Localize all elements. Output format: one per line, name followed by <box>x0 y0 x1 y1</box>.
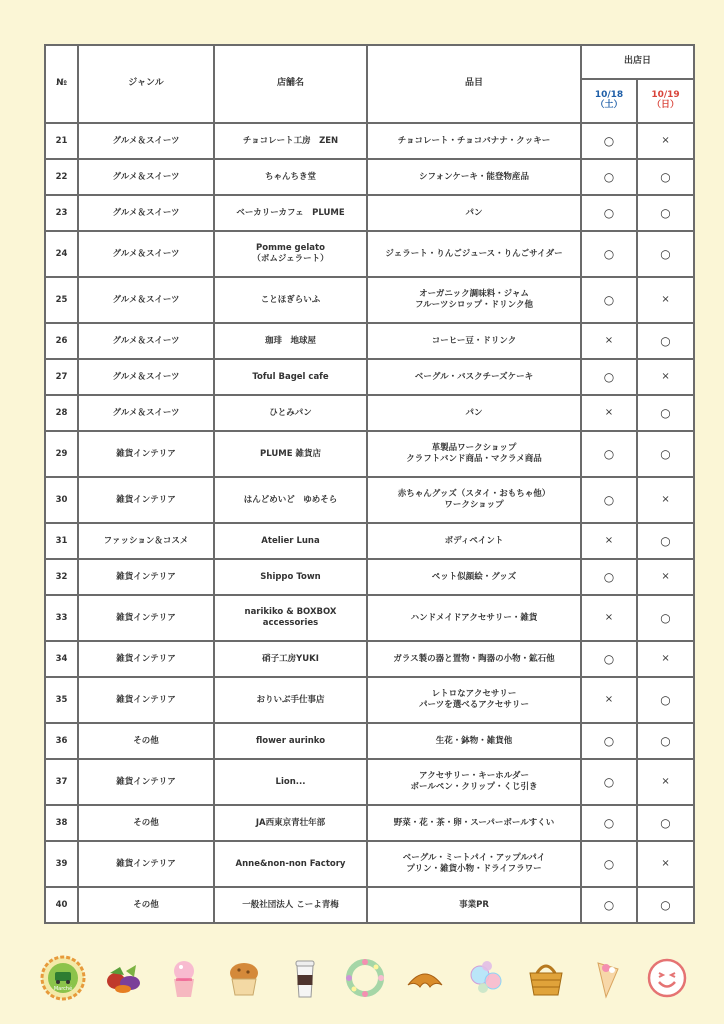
cell-day2: ○ <box>637 677 694 723</box>
cell-day2: × <box>637 359 694 395</box>
header-day1-date: 10/18 <box>594 90 624 101</box>
cell-no: 30 <box>45 477 78 523</box>
cell-shop: Atelier Luna <box>214 523 367 559</box>
cell-items: ガラス製の器と置物・陶器の小物・鉱石他 <box>367 641 581 677</box>
cell-day2: ○ <box>637 723 694 759</box>
cell-genre: 雑貨インテリア <box>78 477 214 523</box>
cell-genre: 雑貨インテリア <box>78 841 214 887</box>
cell-day1: ○ <box>581 359 637 395</box>
cell-day1: ○ <box>581 887 637 923</box>
header-attendance: 出店日 <box>581 45 694 79</box>
cell-items: コーヒー豆・ドリンク <box>367 323 581 359</box>
crepe-icon <box>584 955 630 1001</box>
ice-cream-icon <box>161 955 207 1001</box>
cell-items: 野菜・花・茶・卵・スーパーボールすくい <box>367 805 581 841</box>
cell-genre: グルメ＆スイーツ <box>78 231 214 277</box>
table-row <box>45 887 694 923</box>
cell-day2: ○ <box>637 323 694 359</box>
cell-day1: ○ <box>581 559 637 595</box>
cell-shop: ちゃんちき堂 <box>214 159 367 195</box>
cell-day2: × <box>637 559 694 595</box>
cell-no: 38 <box>45 805 78 841</box>
cell-items: 革製品ワークショップ クラフトバンド商品・マクラメ商品 <box>367 431 581 477</box>
cell-shop: 硝子工房YUKI <box>214 641 367 677</box>
table-row <box>45 641 694 677</box>
footer-icon-strip <box>40 948 690 1008</box>
cell-day1: ○ <box>581 123 637 159</box>
header-day2-date: 10/19 <box>651 90 680 101</box>
cell-shop: 一般社団法人 こーよ青梅 <box>214 887 367 923</box>
table-row <box>45 359 694 395</box>
table-row <box>45 431 694 477</box>
cell-no: 39 <box>45 841 78 887</box>
table-row <box>45 805 694 841</box>
cell-items: チョコレート・チョコバナナ・クッキー <box>367 123 581 159</box>
cell-genre: 雑貨インテリア <box>78 559 214 595</box>
cell-no: 21 <box>45 123 78 159</box>
cell-no: 32 <box>45 559 78 595</box>
cell-no: 35 <box>45 677 78 723</box>
cell-day2: × <box>637 123 694 159</box>
cell-items: ベーグル・ミートパイ・アップルパイ プリン・雑貨小物・ドライフラワー <box>367 841 581 887</box>
vendor-table-sheet <box>44 44 693 924</box>
cell-genre: 雑貨インテリア <box>78 431 214 477</box>
cell-shop: Lion... <box>214 759 367 805</box>
cell-items: ボディペイント <box>367 523 581 559</box>
cell-shop: はんどめいど ゆめそら <box>214 477 367 523</box>
cell-day2: × <box>637 759 694 805</box>
cell-no: 37 <box>45 759 78 805</box>
cell-shop: Pomme gelato （ポムジェラート） <box>214 231 367 277</box>
header-day1 <box>581 79 637 123</box>
cell-day1: ○ <box>581 641 637 677</box>
table-row <box>45 759 694 805</box>
table-row <box>45 159 694 195</box>
table-row <box>45 841 694 887</box>
cell-shop: Anne&non-non Factory <box>214 841 367 887</box>
cell-day1: ○ <box>581 841 637 887</box>
table-row <box>45 195 694 231</box>
cell-genre: グルメ＆スイーツ <box>78 277 214 323</box>
table-row <box>45 277 694 323</box>
cell-items: シフォンケーキ・能登物産品 <box>367 159 581 195</box>
cell-items: オーガニック調味料・ジャム フルーツシロップ・ドリンク他 <box>367 277 581 323</box>
cell-genre: グルメ＆スイーツ <box>78 323 214 359</box>
cell-no: 27 <box>45 359 78 395</box>
table-row <box>45 323 694 359</box>
cell-day2: ○ <box>637 805 694 841</box>
soap-bubbles-icon <box>463 955 509 1001</box>
cell-items: 生花・鉢物・雑貨他 <box>367 723 581 759</box>
cell-genre: 雑貨インテリア <box>78 677 214 723</box>
cell-day2: × <box>637 841 694 887</box>
cell-shop: チョコレート工房 ZEN <box>214 123 367 159</box>
cell-day2: ○ <box>637 195 694 231</box>
flower-wreath-icon <box>342 955 388 1001</box>
cell-genre: 雑貨インテリア <box>78 641 214 677</box>
table-row <box>45 395 694 431</box>
cell-items: 事業PR <box>367 887 581 923</box>
cell-day1: ○ <box>581 477 637 523</box>
cell-day2: ○ <box>637 431 694 477</box>
cell-no: 40 <box>45 887 78 923</box>
header-shop: 店舗名 <box>214 45 367 123</box>
cell-day2: × <box>637 477 694 523</box>
cell-items: 赤ちゃんグッズ（スタイ・おもちゃ他） ワークショップ <box>367 477 581 523</box>
cell-genre: 雑貨インテリア <box>78 595 214 641</box>
vendor-table <box>44 44 695 924</box>
marche-logo-label: Marché <box>53 986 73 992</box>
cell-items: パン <box>367 195 581 231</box>
cell-day1: × <box>581 595 637 641</box>
cell-items: ベーグル・バスクチーズケーキ <box>367 359 581 395</box>
table-row <box>45 595 694 641</box>
cell-shop: narikiko & BOXBOX accessories <box>214 595 367 641</box>
cell-no: 23 <box>45 195 78 231</box>
cell-day1: ○ <box>581 159 637 195</box>
cell-day2: × <box>637 641 694 677</box>
cell-genre: その他 <box>78 723 214 759</box>
cell-genre: グルメ＆スイーツ <box>78 159 214 195</box>
cell-day1: × <box>581 323 637 359</box>
cell-day1: ○ <box>581 723 637 759</box>
cell-day1: ○ <box>581 431 637 477</box>
cell-genre: その他 <box>78 805 214 841</box>
croissant-icon <box>402 955 448 1001</box>
cell-shop: Shippo Town <box>214 559 367 595</box>
table-row <box>45 559 694 595</box>
vegetables-icon <box>100 955 146 1001</box>
cell-day2: ○ <box>637 231 694 277</box>
cell-shop: Toful Bagel cafe <box>214 359 367 395</box>
cell-day2: × <box>637 277 694 323</box>
basket-icon <box>523 955 569 1001</box>
cell-items: ハンドメイドアクセサリー・雑貨 <box>367 595 581 641</box>
cell-genre: グルメ＆スイーツ <box>78 195 214 231</box>
cell-day1: × <box>581 395 637 431</box>
cell-day2: ○ <box>637 395 694 431</box>
cell-shop: JA西東京青壮年部 <box>214 805 367 841</box>
header-day2 <box>637 79 694 123</box>
cell-genre: ファッション＆コスメ <box>78 523 214 559</box>
table-row <box>45 123 694 159</box>
cell-items: ペット似顔絵・グッズ <box>367 559 581 595</box>
cell-no: 25 <box>45 277 78 323</box>
cell-items: レトロなアクセサリー パーツを選べるアクセサリー <box>367 677 581 723</box>
cell-genre: その他 <box>78 887 214 923</box>
cell-shop: PLUME 雑貨店 <box>214 431 367 477</box>
table-row <box>45 231 694 277</box>
cell-no: 36 <box>45 723 78 759</box>
table-row <box>45 477 694 523</box>
cell-no: 33 <box>45 595 78 641</box>
header-day2-weekday: （日） <box>652 100 680 110</box>
header-genre: ジャンル <box>78 45 214 123</box>
cell-no: 28 <box>45 395 78 431</box>
cell-items: アクセサリー・キーホルダー ボールペン・クリップ・くじ引き <box>367 759 581 805</box>
cell-shop: ベーカリーカフェ PLUME <box>214 195 367 231</box>
cell-day1: ○ <box>581 277 637 323</box>
cell-day1: ○ <box>581 759 637 805</box>
cell-no: 24 <box>45 231 78 277</box>
header-day1-weekday: （土） <box>595 100 623 110</box>
cell-day2: ○ <box>637 887 694 923</box>
cell-day1: × <box>581 677 637 723</box>
cell-shop: 珈琲 地球屋 <box>214 323 367 359</box>
cell-no: 22 <box>45 159 78 195</box>
cell-no: 29 <box>45 431 78 477</box>
cell-shop: おりいぶ手仕事店 <box>214 677 367 723</box>
cell-shop: flower aurinko <box>214 723 367 759</box>
table-row <box>45 523 694 559</box>
cell-genre: 雑貨インテリア <box>78 759 214 805</box>
cell-day2: ○ <box>637 595 694 641</box>
table-row <box>45 723 694 759</box>
cell-day1: ○ <box>581 195 637 231</box>
header-no: № <box>45 45 78 123</box>
cell-shop: ことほぎらいふ <box>214 277 367 323</box>
muffin-icon <box>221 955 267 1001</box>
cell-day1: × <box>581 523 637 559</box>
header-items: 品目 <box>367 45 581 123</box>
cell-no: 31 <box>45 523 78 559</box>
cell-day2: ○ <box>637 523 694 559</box>
cell-genre: グルメ＆スイーツ <box>78 123 214 159</box>
cell-no: 34 <box>45 641 78 677</box>
cell-genre: グルメ＆スイーツ <box>78 359 214 395</box>
cell-items: ジェラート・りんごジュース・りんごサイダー <box>367 231 581 277</box>
coffee-cup-icon <box>282 955 328 1001</box>
table-row <box>45 677 694 723</box>
cell-items: パン <box>367 395 581 431</box>
cell-day1: ○ <box>581 231 637 277</box>
smiley-face-icon <box>644 955 690 1001</box>
marche-logo-icon <box>40 955 86 1001</box>
cell-shop: ひとみパン <box>214 395 367 431</box>
cell-day2: ○ <box>637 159 694 195</box>
cell-day1: ○ <box>581 805 637 841</box>
cell-no: 26 <box>45 323 78 359</box>
cell-genre: グルメ＆スイーツ <box>78 395 214 431</box>
